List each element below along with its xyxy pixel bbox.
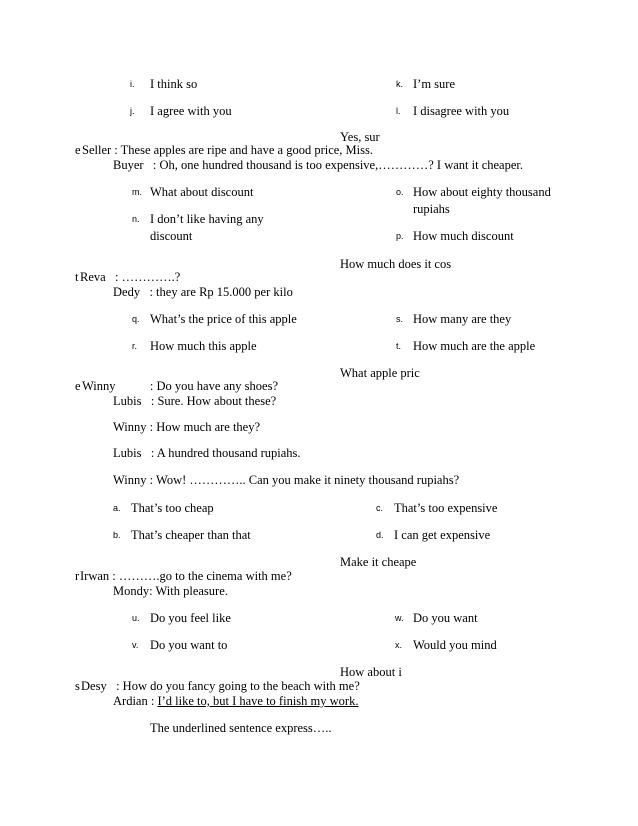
dialogue-prefix: s [75,679,80,693]
dialogue-line: Dedy : they are Rp 15.000 per kilo [113,285,293,299]
option-text: How many are they [413,312,512,326]
option-text: Do you feel like [150,611,231,625]
option-text: That’s too expensive [394,501,498,515]
option-text: How much this apple [150,339,257,353]
option-text: I disagree with you [413,104,510,118]
option-text: That’s too cheap [131,501,214,515]
option-letter: l. [396,106,401,116]
dialogue-prefix: e [75,379,81,393]
option-letter: d. [376,530,384,540]
option-letter: c. [376,503,384,513]
option-text: I can get expensive [394,528,491,542]
dialogue-line: Reva : ………….? [80,270,181,284]
dialogue-line: Desy : How do you fancy going to the beach with me? [81,679,360,693]
option-letter: s. [396,314,404,324]
option-letter: p. [396,231,404,241]
option-text: How much are the apple [413,339,536,353]
dialogue-line: Mondy: With pleasure. [113,584,228,598]
dialogue-line: Lubis : Sure. How about these? [113,394,277,408]
question-prompt: The underlined sentence express….. [150,721,332,735]
option-text: How much discount [413,229,514,243]
dialogue-line: Lubis : A hundred thousand rupiahs. [113,446,301,460]
option-letter: j. [130,106,135,116]
option-letter: b. [113,530,121,540]
option-text: I agree with you [150,104,232,118]
option-text: I don’t like having any [150,212,264,226]
option-letter: m. [132,187,142,197]
option-letter: q. [132,314,140,324]
option-letter: w. [395,613,404,623]
answer-fragment: What apple pric [340,366,420,380]
dialogue-prefix: t [75,270,79,284]
dialogue-line: Winny : Wow! ………….. Can you make it ninety thousand rupiahs? [113,473,460,487]
option-text: Do you want [413,611,478,625]
option-text: What’s the price of this apple [150,312,297,326]
answer-fragment: Make it cheape [340,555,417,569]
option-letter: o. [396,187,404,197]
option-text: I think so [150,77,198,91]
option-text: rupiahs [413,202,450,216]
option-letter: i. [130,79,135,89]
option-letter: a. [113,503,121,513]
option-text: Would you mind [413,638,497,652]
option-text: How about eighty thousand [413,185,551,199]
answer-fragment: How about i [340,665,402,679]
option-letter: n. [132,214,140,224]
option-text: discount [150,229,193,243]
option-letter: k. [396,79,404,89]
speaker-label: Ardian : [113,694,158,708]
dialogue-line: Winny : How much are they? [113,420,261,434]
option-letter: v. [132,640,139,650]
option-text: What about discount [150,185,254,199]
option-letter: u. [132,613,140,623]
dialogue-prefix: r [75,569,80,583]
option-letter: t. [396,341,402,351]
dialogue-line: Buyer : Oh, one hundred thousand is too expensive,…………? I want it cheaper. [113,158,523,172]
dialogue-line: Winny : Do you have any shoes? [82,379,278,393]
answer-fragment: Yes, sur [340,130,380,144]
answer-fragment: How much does it cos [340,257,452,271]
dialogue-prefix: e [75,143,81,157]
option-letter: r. [132,341,138,351]
underlined-sentence: I’d like to, but I have to finish my work. [157,694,359,708]
dialogue-line [113,695,358,708]
option-text: That’s cheaper than that [131,528,251,542]
option-letter: x. [395,640,403,650]
dialogue-line: Seller : These apples are ripe and have a good price, Miss. [82,143,373,157]
dialogue-line: Irwan : ……….go to the cinema with me? [80,569,292,583]
option-text: Do you want to [150,638,228,652]
option-text: I’m sure [413,77,455,91]
